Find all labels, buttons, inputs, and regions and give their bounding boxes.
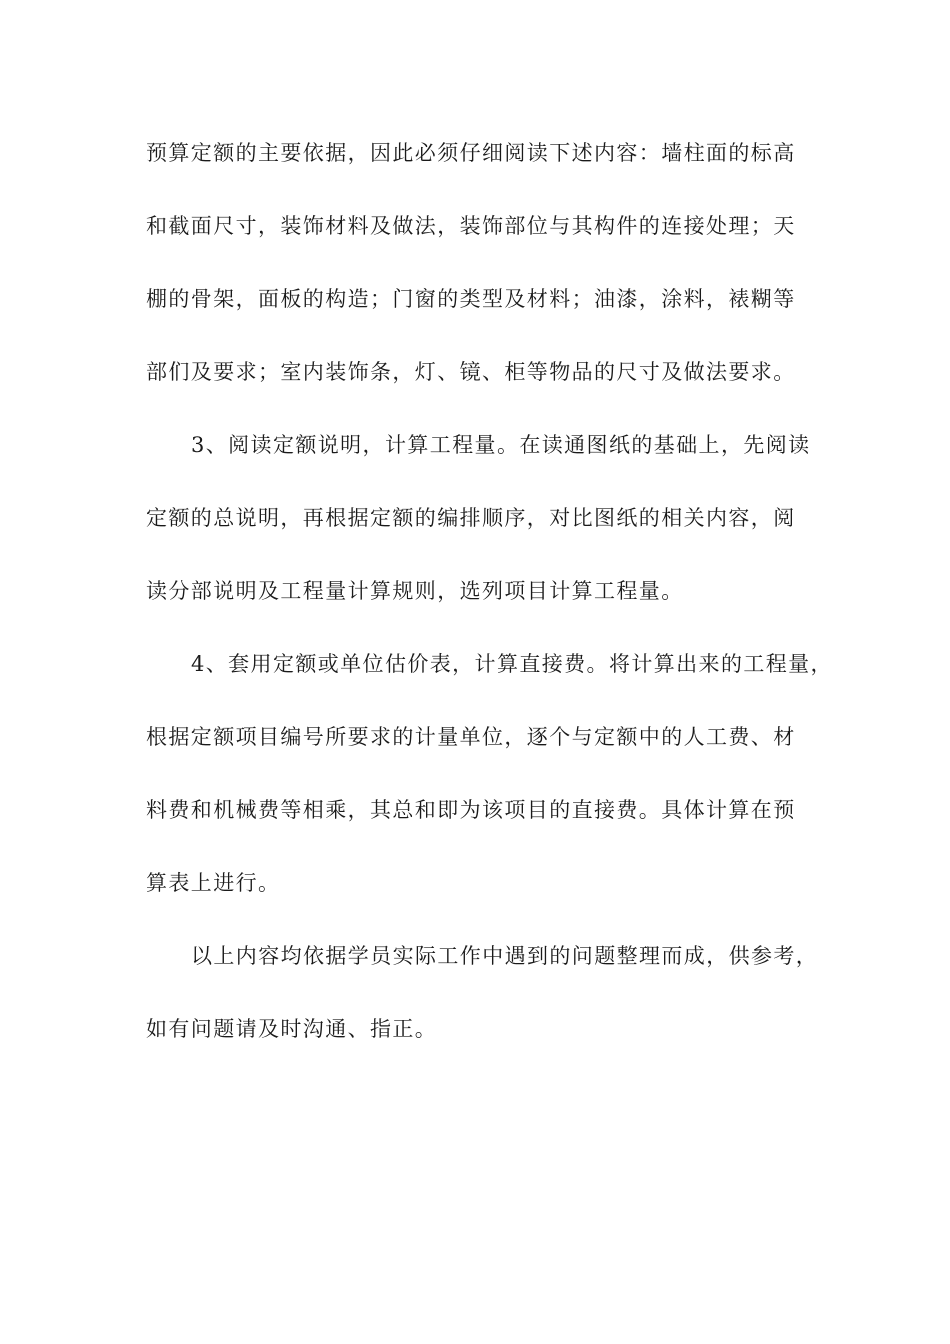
text-line: 预算定额的主要依据，因此必须仔细阅读下述内容：墙柱面的标高 [146, 141, 796, 165]
text-line: 部们及要求；室内装饰条，灯、镜、柜等物品的尺寸及做法要求。 [146, 360, 796, 384]
closing-note-line: 以上内容均依据学员实际工作中遇到的问题整理而成，供参考， [191, 944, 819, 968]
text-line: 定额的总说明，再根据定额的编排顺序，对比图纸的相关内容，阅 [146, 506, 796, 530]
paragraph-3-heading-line: 3、阅读定额说明，计算工程量。在读通图纸的基础上，先阅读 [191, 433, 811, 457]
paragraph-4-heading-line: 4、套用定额或单位估价表，计算直接费。将计算出来的工程量， [191, 652, 833, 676]
text-line: 根据定额项目编号所要求的计量单位，逐个与定额中的人工费、材 [146, 725, 796, 749]
body-text [146, 128, 833, 1077]
text-line: 和截面尺寸，装饰材料及做法，装饰部位与其构件的连接处理；天 [146, 214, 796, 238]
text-line: 算表上进行。 [146, 871, 281, 895]
text-line: 如有问题请及时沟通、指正。 [146, 1017, 438, 1041]
text-line: 读分部说明及工程量计算规则，选列项目计算工程量。 [146, 579, 684, 603]
text-line: 料费和机械费等相乘，其总和即为该项目的直接费。具体计算在预 [146, 798, 796, 822]
text-line: 棚的骨架，面板的构造；门窗的类型及材料；油漆，涂料，裱糊等 [146, 287, 796, 311]
